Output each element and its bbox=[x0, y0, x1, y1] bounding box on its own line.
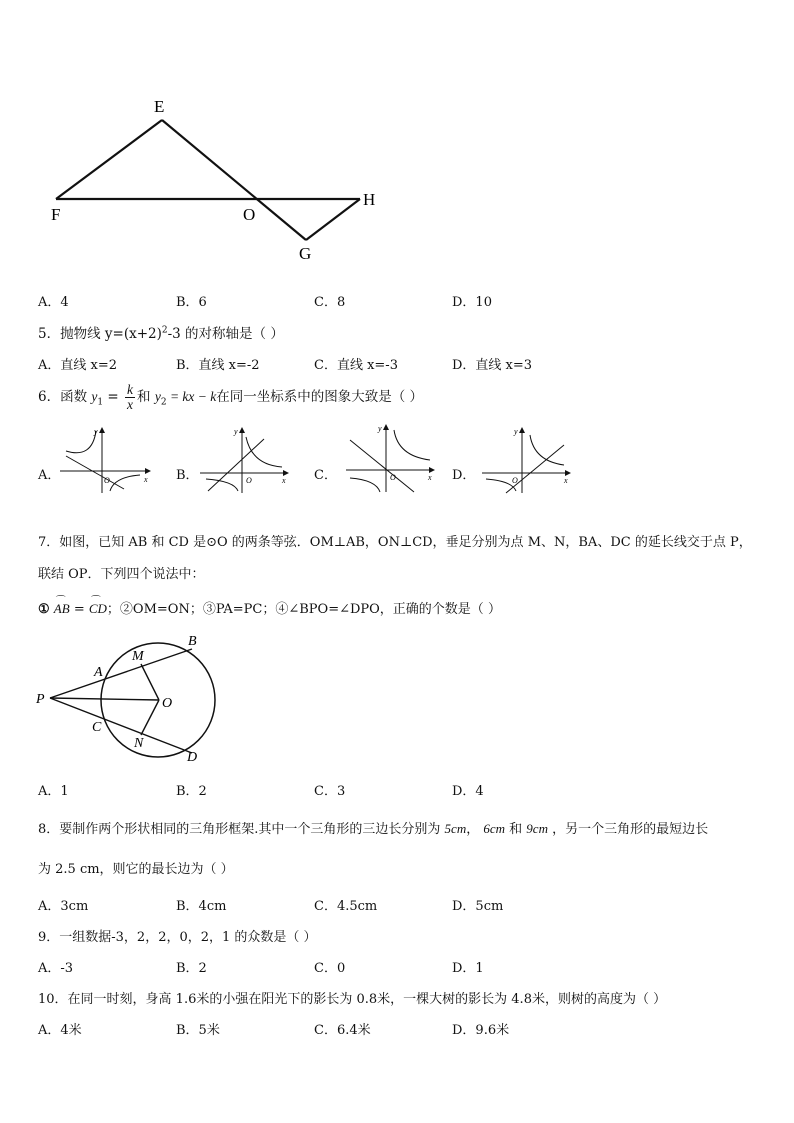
q8-line1-pre: 8．要制作两个形状相同的三角形框架.其中一个三角形的三边长分别为 bbox=[38, 822, 445, 837]
q6-prefix: 6．函数 bbox=[38, 389, 88, 405]
q7-s2: ；②OM=ON；③PA=PC；④∠BPO=∠DPO，正确的个数是（ ） bbox=[106, 602, 501, 617]
q9-option-c: C．0 bbox=[314, 961, 346, 976]
q4-line-eg bbox=[162, 120, 306, 240]
q6-fraction bbox=[125, 383, 135, 412]
q9-option-d: D．1 bbox=[452, 961, 484, 976]
q6-and: 和 bbox=[137, 389, 151, 405]
q8-sep1: ， bbox=[466, 822, 484, 837]
q4-figure bbox=[40, 95, 400, 265]
q6-suffix: 在同一坐标系中的图象大致是（ ） bbox=[216, 389, 424, 405]
q7-label-d: D bbox=[187, 750, 198, 765]
svg-text:O: O bbox=[246, 476, 252, 485]
q10-option-d: D．9.6米 bbox=[452, 1023, 510, 1038]
q6-graph-c bbox=[342, 422, 438, 494]
q8-v2: 6cm bbox=[483, 821, 506, 836]
q8-option-c: C．4.5cm bbox=[314, 899, 378, 914]
q5-option-b: B．直线 x=-2 bbox=[176, 358, 260, 373]
q10-option-a: A．4米 bbox=[38, 1023, 82, 1038]
svg-text:y: y bbox=[234, 427, 238, 436]
q7-option-a: A．1 bbox=[38, 784, 69, 799]
q8-option-b: B．4cm bbox=[176, 899, 227, 914]
q7-line1: 7．如图，已知 AB 和 CD 是⊙O 的两条等弦．OM⊥AB，ON⊥CD，垂足分别为点 M、N，BA、DC 的延长线交于点 P， bbox=[38, 535, 752, 550]
q4-option-d: D．10 bbox=[452, 295, 492, 310]
q7-statements bbox=[38, 598, 501, 617]
q8-option-a: A．3cm bbox=[38, 899, 89, 914]
q6-y2-expr: = kx − k bbox=[166, 389, 217, 404]
q6-option-c: C． bbox=[314, 468, 337, 483]
q10-option-c: C．6.4米 bbox=[314, 1023, 371, 1038]
q4-option-c: C．8 bbox=[314, 295, 346, 310]
q6-frac-num: k bbox=[127, 381, 134, 397]
q7-label-a: A bbox=[94, 665, 103, 680]
q10-option-b: B．5米 bbox=[176, 1023, 220, 1038]
svg-text:y: y bbox=[514, 427, 518, 436]
q7-label-m: M bbox=[132, 649, 144, 664]
q6-y2: y bbox=[154, 389, 161, 404]
q4-label-g: G bbox=[299, 244, 312, 263]
q8-line1-post: ，另一个三角形的最短边长 bbox=[547, 822, 709, 837]
q7-label-o: O bbox=[162, 696, 173, 711]
q6-graph-a bbox=[58, 425, 154, 495]
q4-label-f: F bbox=[51, 205, 61, 224]
q7-s1-mark: ① bbox=[38, 602, 50, 617]
q8-line2: 为 2.5 cm，则它的最长边为（ ） bbox=[38, 862, 234, 877]
svg-text:y: y bbox=[378, 424, 382, 433]
q7-arc-cd: ⌒ CD bbox=[89, 601, 107, 617]
svg-text:y: y bbox=[94, 427, 98, 436]
q4-line-gh bbox=[306, 199, 360, 240]
q7-option-d: D．4 bbox=[452, 784, 484, 799]
q5-sup: 2 bbox=[161, 325, 168, 336]
q8-line1 bbox=[38, 818, 708, 837]
q8-v1: 5cm bbox=[444, 821, 467, 836]
q6-y1-sub: 1 bbox=[97, 397, 104, 408]
q6-frac-den: x bbox=[127, 397, 134, 412]
q5-text-post: -3 的对称轴是（ ） bbox=[167, 326, 284, 342]
q5-option-c: C．直线 x=-3 bbox=[314, 358, 398, 373]
svg-text:x: x bbox=[564, 476, 568, 485]
svg-text:x: x bbox=[428, 473, 432, 482]
svg-text:O: O bbox=[390, 473, 396, 482]
q6-y2-sub: 2 bbox=[160, 397, 167, 408]
svg-text:O: O bbox=[512, 476, 518, 485]
q7-figure bbox=[30, 630, 230, 765]
q6-option-b: B． bbox=[176, 468, 199, 483]
svg-text:x: x bbox=[282, 476, 286, 485]
q7-option-c: C．3 bbox=[314, 784, 346, 799]
q6-option-d: D． bbox=[452, 468, 476, 483]
q7-label-b: B bbox=[188, 634, 197, 649]
q7-arc-ab: ⌒ AB bbox=[54, 601, 70, 617]
q7-label-c: C bbox=[92, 720, 102, 735]
q4-option-b: B．6 bbox=[176, 295, 207, 310]
q5-option-a: A．直线 x=2 bbox=[38, 358, 118, 373]
q9-option-b: B．2 bbox=[176, 961, 207, 976]
q5-option-d: D．直线 x=3 bbox=[452, 358, 533, 373]
q4-option-a: A．4 bbox=[38, 295, 69, 310]
q5-stem bbox=[38, 322, 284, 342]
q6-graph-b bbox=[196, 425, 292, 495]
q6-eq: = bbox=[103, 389, 124, 405]
q4-line-fe bbox=[56, 120, 162, 199]
q4-label-h: H bbox=[363, 190, 376, 209]
svg-text:O: O bbox=[104, 476, 110, 485]
q8-and: 和 bbox=[505, 822, 527, 837]
svg-text:x: x bbox=[144, 475, 148, 484]
q5-text-pre: 5．抛物线 y=(x+2) bbox=[38, 326, 162, 342]
q7-line2: 联结 OP．下列四个说法中： bbox=[38, 567, 205, 582]
q7-label-p: P bbox=[36, 692, 45, 707]
q9-option-a: A．-3 bbox=[38, 961, 74, 976]
q6-graph-d bbox=[478, 425, 574, 495]
q4-label-e: E bbox=[154, 97, 165, 116]
q7-label-n: N bbox=[134, 736, 144, 751]
q4-label-o: O bbox=[243, 205, 256, 224]
q10-stem: 10．在同一时刻，身高 1.6米的小强在阳光下的影长为 0.8米，一棵大树的影长为 4.8米，则树的高度为（ ） bbox=[38, 992, 667, 1007]
q9-stem: 9．一组数据-3，2，2，0，2，1 的众数是（ ） bbox=[38, 930, 317, 945]
q7-option-b: B．2 bbox=[176, 784, 207, 799]
q6-y1: y bbox=[91, 389, 98, 404]
q6-stem bbox=[38, 380, 423, 420]
q8-option-d: D．5cm bbox=[452, 899, 504, 914]
q8-v3: 9cm bbox=[526, 821, 548, 836]
q7-s1-eq: = bbox=[69, 602, 89, 617]
q6-option-a: A． bbox=[38, 468, 61, 483]
